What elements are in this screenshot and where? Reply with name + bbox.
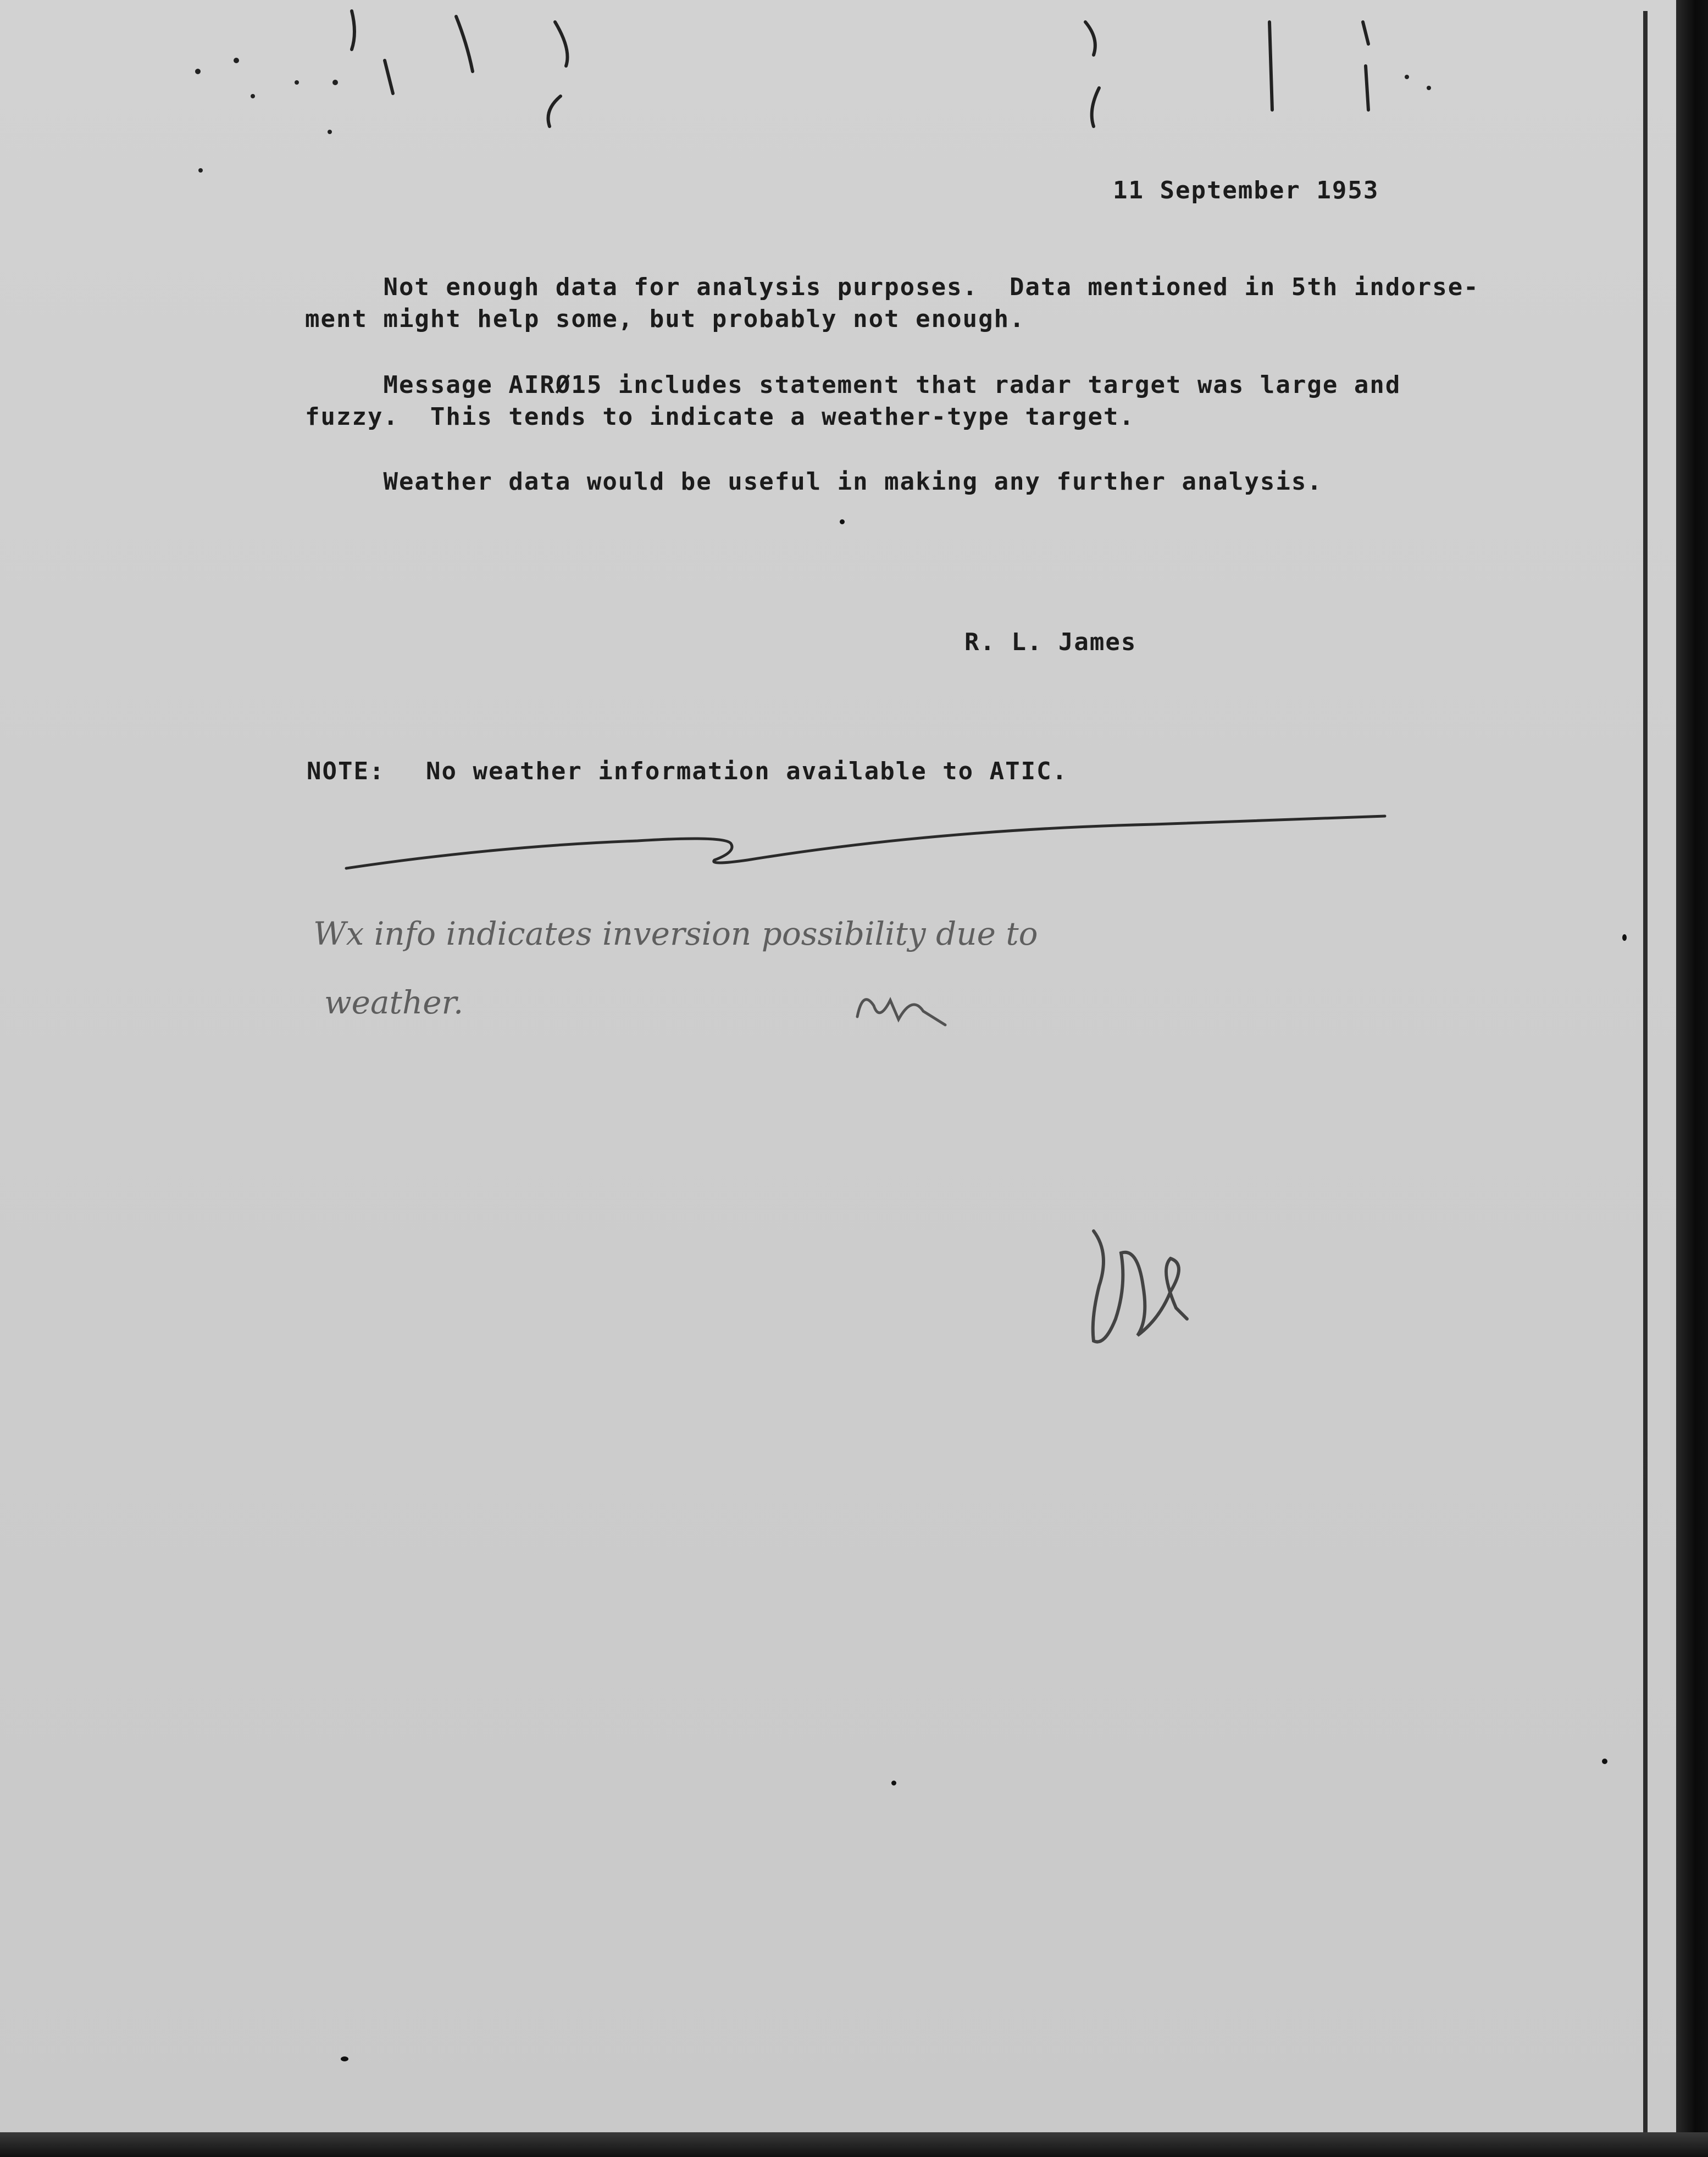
scan-border-right <box>1676 0 1708 2157</box>
scan-marks-top <box>0 0 1676 176</box>
note-text: No weather information available to ATIC. <box>426 757 1068 785</box>
handwritten-annotation-line-1: Wx info indicates inversion possibility due to <box>313 915 1038 952</box>
scan-speck <box>1622 934 1627 941</box>
paragraph-2-line-1: Message AIRØ15 includes statement that radar target was large and <box>305 371 1401 399</box>
paragraph-3-line-1: Weather data would be useful in making any further analysis. <box>305 468 1323 496</box>
page-edge-rule <box>1643 11 1648 2132</box>
signature-name: R. L. James <box>964 628 1137 656</box>
scan-speck <box>840 519 845 524</box>
note-label: NOTE: <box>307 757 385 785</box>
scan-speck <box>891 1781 896 1786</box>
scan-border-bottom <box>0 2132 1708 2157</box>
handdrawn-divider-line <box>330 808 1429 896</box>
scan-speck <box>1602 1759 1607 1764</box>
paragraph-1-line-2: ment might help some, but probably not enough. <box>305 305 1025 333</box>
memo-date: 11 September 1953 <box>1113 176 1379 204</box>
handwritten-signature <box>1061 1209 1204 1363</box>
paragraph-1-line-1: Not enough data for analysis purposes. Data mentioned in 5th indorse- <box>305 273 1479 301</box>
scan-speck <box>341 2056 348 2061</box>
paragraph-2-line-2: fuzzy. This tends to indicate a weather-type target. <box>305 403 1135 431</box>
handwritten-initials <box>846 973 967 1039</box>
handwritten-annotation-line-2: weather. <box>324 984 464 1021</box>
